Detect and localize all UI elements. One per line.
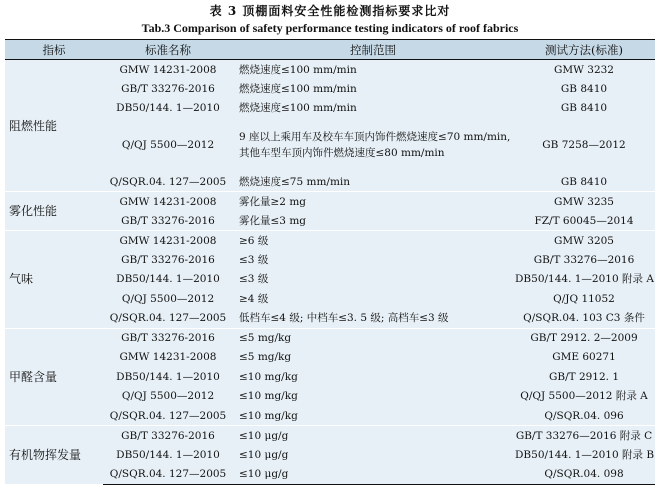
range-cell: 雾化量≥2 mg bbox=[233, 192, 513, 212]
range-cell: ≤10 μg/g bbox=[233, 465, 513, 485]
table-title-cn: 表 3 顶棚面料安全性能检测指标要求比对 bbox=[209, 4, 451, 18]
table-row bbox=[5, 309, 655, 329]
standard-cell: Q/SQR.04. 127—2005 bbox=[109, 409, 227, 422]
method-cell: GB/T 2912. 2—2009 bbox=[513, 328, 655, 348]
method-cell: GMW 3205 bbox=[513, 231, 655, 251]
method-cell: GB 8410 bbox=[560, 102, 608, 115]
range-cell: ≤10 μg/g bbox=[233, 426, 513, 446]
indicator-cell: 雾化性能 bbox=[5, 192, 103, 231]
standard-cell: GB/T 33276-2016 bbox=[103, 328, 233, 348]
standard-cell: Q/SQR.04. 127—2005 bbox=[109, 175, 227, 188]
range-cell: 9 座以上乘用车及校车车顶内饰件燃烧速度≤70 mm/min,其他车型车顶内饰件燃烧速度≤80 mm/min bbox=[239, 131, 511, 159]
method-cell: GB 8410 bbox=[560, 175, 608, 188]
standard-cell: Q/SQR.04. 127—2005 bbox=[103, 465, 233, 485]
table-title-en: Tab.3 Comparison of safety performance testing indicators of roof fabrics bbox=[141, 21, 519, 35]
method-cell: DB50/144. 1—2010 附录 B bbox=[515, 448, 655, 461]
method-cell: Q/SQR.04. 096 bbox=[544, 409, 624, 422]
range-cell: 燃烧速度≤100 mm/min bbox=[233, 60, 513, 80]
range-cell: ≥4 级 bbox=[239, 292, 269, 305]
method-cell: Q/SQR.04. 103 C3 条件 bbox=[523, 312, 645, 324]
method-cell: GB/T 2912. 1 bbox=[548, 370, 620, 383]
standard-cell: DB50/144. 1—2010 bbox=[116, 102, 220, 115]
method-cell: GMW 3232 bbox=[513, 60, 655, 80]
method-cell: DB50/144. 1—2010 附录 A bbox=[515, 273, 654, 286]
table-row bbox=[5, 231, 655, 251]
table-row bbox=[5, 426, 655, 446]
standard-cell: GMW 14231-2008 bbox=[103, 60, 233, 80]
table-row bbox=[5, 289, 655, 309]
standard-cell: Q/QJ 5500—2012 bbox=[121, 390, 215, 403]
indicator-cell: 有机物挥发量 bbox=[5, 426, 103, 485]
table-row bbox=[5, 270, 655, 290]
standard-cell: GB/T 33276-2016 bbox=[121, 82, 215, 95]
standard-cell: Q/QJ 5500—2012 bbox=[121, 292, 215, 305]
table-row bbox=[5, 192, 655, 212]
table-row bbox=[5, 79, 655, 99]
range-cell: ≤5 mg/kg bbox=[233, 328, 513, 348]
table-row bbox=[5, 465, 655, 485]
standard-cell: Q/SQR.04. 127—2005 bbox=[109, 312, 227, 324]
standard-cell: GMW 14231-2008 bbox=[119, 351, 217, 364]
range-cell: ≤10 mg/kg bbox=[239, 390, 298, 403]
standard-cell: DB50/144. 1—2010 bbox=[116, 273, 220, 286]
header-standard: 标准名称 bbox=[103, 40, 233, 60]
method-cell: GB 7258—2012 bbox=[542, 139, 626, 151]
method-cell: Q/SQR.04. 098 bbox=[513, 465, 655, 485]
table-row bbox=[5, 406, 655, 426]
table-row bbox=[5, 99, 655, 119]
standard-cell: DB50/144. 1—2010 bbox=[116, 370, 220, 383]
range-cell: 燃烧速度≤75 mm/min bbox=[239, 175, 351, 188]
indicator-cell: 阻燃性能 bbox=[5, 60, 103, 192]
table-row bbox=[5, 60, 655, 80]
range-cell: 燃烧速度≤100 mm/min bbox=[239, 102, 357, 115]
comparison-table bbox=[5, 39, 655, 485]
standard-cell: GB/T 33276-2016 bbox=[121, 253, 215, 266]
range-cell: 燃烧速度≤100 mm/min bbox=[239, 82, 357, 95]
standard-cell: DB50/144. 1—2010 bbox=[116, 448, 220, 461]
range-cell: 雾化量≤3 mg bbox=[239, 214, 306, 227]
standard-cell: Q/QJ 5500—2012 bbox=[121, 139, 215, 151]
method-cell: GME 60271 bbox=[552, 351, 616, 364]
table-row bbox=[5, 118, 655, 172]
table-row bbox=[5, 211, 655, 231]
table-row bbox=[5, 387, 655, 407]
standard-cell: GMW 14231-2008 bbox=[103, 192, 233, 212]
standard-cell: GMW 14231-2008 bbox=[103, 231, 233, 251]
header-row bbox=[5, 40, 655, 60]
table-row bbox=[5, 328, 655, 348]
table-row bbox=[5, 250, 655, 270]
range-cell: ≤3 级 bbox=[239, 273, 269, 286]
standard-cell: GB/T 33276-2016 bbox=[121, 214, 215, 227]
method-cell: GB 8410 bbox=[560, 82, 608, 95]
range-cell: 低档车≤4 级; 中档车≤3. 5 级; 高档车≤3 级 bbox=[239, 312, 449, 324]
method-cell: Q/JQ 11052 bbox=[553, 292, 615, 305]
table-row bbox=[5, 172, 655, 192]
method-cell: Q/QJ 5500—2012 附录 A bbox=[520, 390, 648, 403]
indicator-cell: 气味 bbox=[5, 231, 103, 329]
table-row bbox=[5, 348, 655, 368]
range-cell: ≤10 μg/g bbox=[239, 448, 289, 461]
range-cell: ≤10 mg/kg bbox=[239, 370, 298, 383]
range-cell: ≥6 级 bbox=[233, 231, 513, 251]
table-row bbox=[5, 367, 655, 387]
header-range: 控制范围 bbox=[233, 40, 513, 60]
method-cell: GB/T 33276—2016 附录 C bbox=[513, 426, 655, 446]
method-cell: FZ/T 60045—2014 bbox=[534, 214, 634, 227]
table-body bbox=[5, 60, 655, 485]
range-cell: ≤5 mg/kg bbox=[239, 351, 292, 364]
method-cell: GMW 3235 bbox=[513, 192, 655, 212]
range-cell: ≤3 级 bbox=[239, 253, 269, 266]
indicator-cell: 甲醛含量 bbox=[5, 328, 103, 426]
header-method: 测试方法(标准) bbox=[513, 40, 655, 60]
method-cell: GB/T 33276—2016 bbox=[533, 253, 635, 266]
range-cell: ≤10 mg/kg bbox=[239, 409, 298, 422]
table-row bbox=[5, 445, 655, 465]
header-indicator: 指标 bbox=[5, 40, 103, 60]
standard-cell: GB/T 33276-2016 bbox=[103, 426, 233, 446]
